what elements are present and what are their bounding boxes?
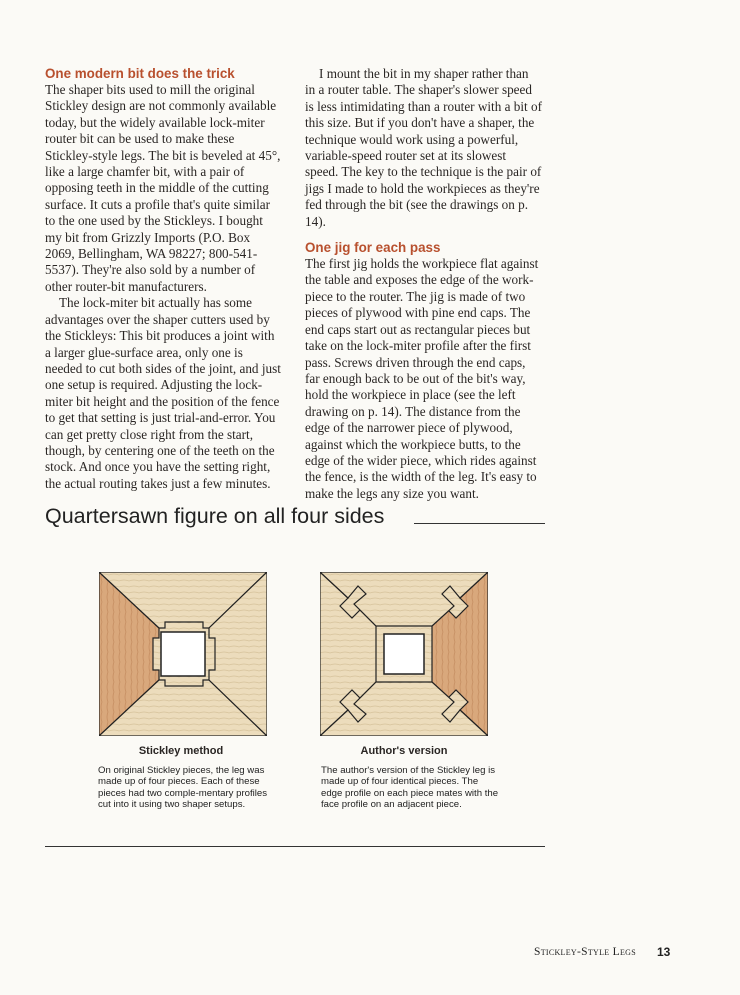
stickley-method-caption: On original Stickley pieces, the leg was made up of four pieces. Each of these pieces had two comple-mentary profiles cut into it using two shaper setups. xyxy=(98,765,268,811)
left-column xyxy=(45,66,282,492)
bottom-rule xyxy=(45,846,545,847)
title-rule xyxy=(414,523,545,524)
stickley-method-title: Stickley method xyxy=(138,745,224,757)
page-number: 13 xyxy=(657,945,671,959)
paragraph-2: The lock-miter bit actually has some advantages over the shaper cutters used by the Stickleys: This bit produces a joint with a larger glue-surface area, only one is needed to cut both sides of the joint, and just one setup is required. Adjusting the lock-miter bit height and the position of the fence to get that setting is just trial-and-error. You can get pretty close right from the start, though, by centering one of the teeth on the stock. And once you have the setting right, the actual routing takes just a few minutes. xyxy=(45,295,281,491)
stickley-method-diagram xyxy=(99,572,267,736)
sidebar-title: Quartersawn figure on all four sides xyxy=(45,504,385,528)
authors-version-title: Author's version xyxy=(360,745,448,757)
heading-one-jig: One jig for each pass xyxy=(305,240,441,256)
authors-version-caption: The author's version of the Stickley leg is made up of four identical pieces. The edge profile on each piece mates with the face profile on an adjacent piece. xyxy=(321,765,499,811)
paragraph-3: I mount the bit in my shaper rather than in a router table. The shaper's slower speed is less intimidating than a router with a bit of this size. But if you don't have a shaper, the technique would work using a powerful, variable-speed router set at its slowest speed. The key to the technique is the pair of jigs I made to hold the workpieces as they're fed through the bit (see the drawings on p. 14). xyxy=(305,66,542,229)
running-head: Stickley-Style Legs xyxy=(534,946,636,958)
paragraph-1: The shaper bits used to mill the original Stickley design are not commonly available today, but the widely available lock-miter router bit can be used to make these Stickley-style legs. The bit is beveled at 45°, like a large chamfer bit, with a pair of opposing teeth in the middle of the cutting surface. It cuts a profile that's quite similar to the one used by the Stickleys. I bought my bit from Grizzly Imports (P.O. Box 2069, Bellingham, WA 98227; 800-541-5537). They're also sold by a number of other router-bit manufacturers. xyxy=(45,82,281,294)
heading-modern-bit: One modern bit does the trick xyxy=(45,66,235,81)
right-column xyxy=(305,66,542,502)
paragraph-4: The first jig holds the workpiece flat against the table and exposes the edge of the work-piece to the router. The jig is made of two pieces of plywood with pine end caps. The end caps start out as rectangular pieces but take on the lock-miter profile after the first pass. Screws driven through the end caps, far enough back to be out of the bit's way, hold the workpiece in place (see the left drawing on p. 14). The distance from the edge of the narrower piece of plywood, against which the workpiece butts, to the edge of the wider piece, which rides against the fence, is the width of the leg. It's easy to make the legs any size you want. xyxy=(305,256,539,501)
authors-version-diagram xyxy=(320,572,488,736)
